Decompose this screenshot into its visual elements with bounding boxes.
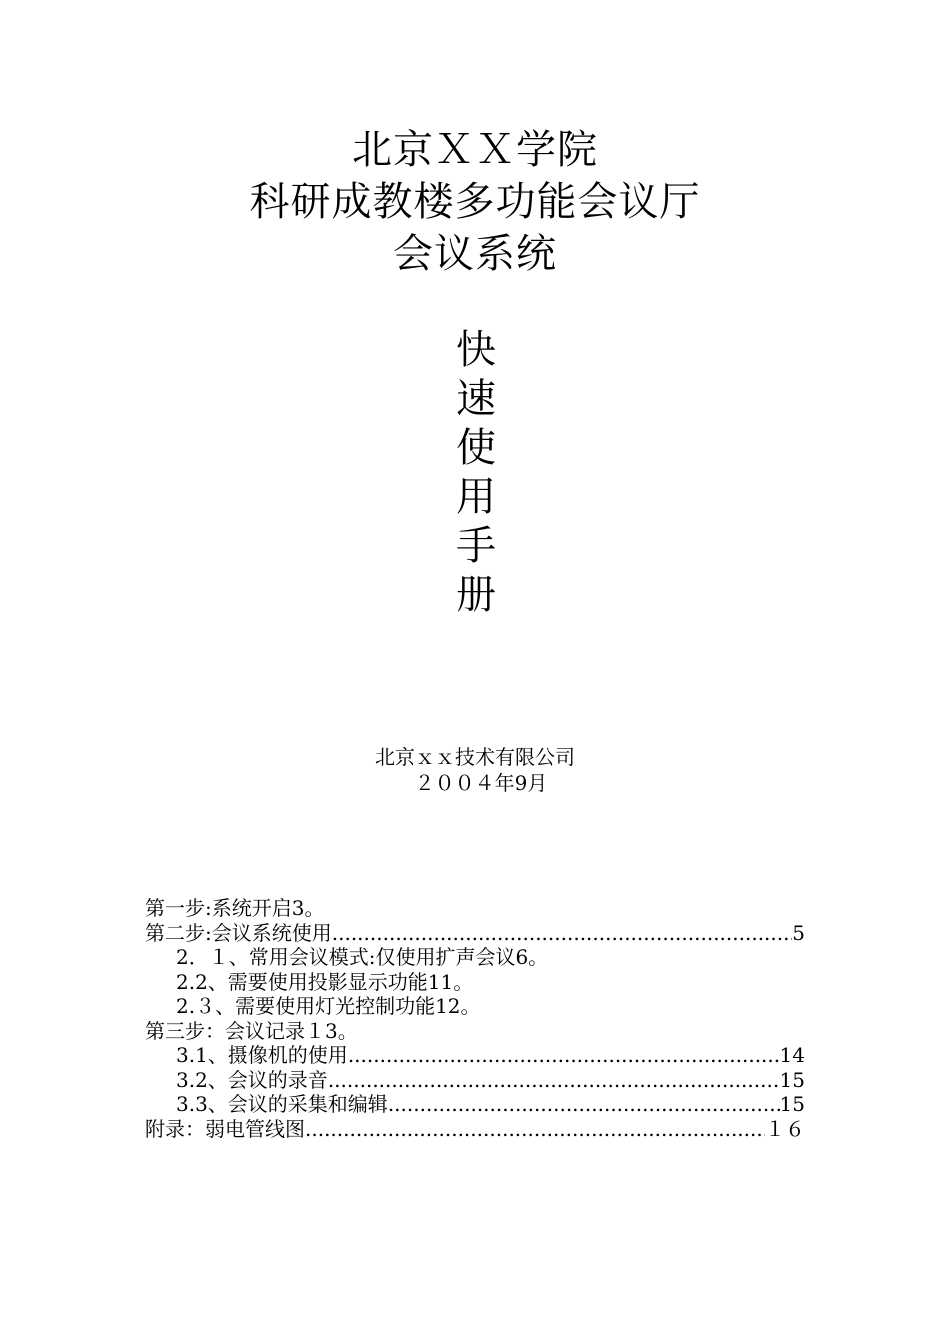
document-title (0, 124, 950, 280)
toc-entry-label: 附录：弱电管线图 (145, 1116, 305, 1141)
toc-dot-leader (305, 1117, 765, 1142)
toc-entry[interactable] (145, 1068, 805, 1093)
manual-title-char: 用 (456, 474, 496, 520)
toc-entry[interactable] (145, 896, 805, 921)
toc-dot-leader (332, 921, 793, 946)
toc-dot-leader (348, 1043, 780, 1068)
toc-entry-page: 14 (779, 1043, 805, 1067)
manual-title-char: 手 (456, 523, 496, 569)
manual-title-char: 册 (456, 572, 496, 618)
toc-entry-label: 3.2、会议的录音 (176, 1067, 328, 1092)
toc-entry-label: 3.3、会议的采集和编辑 (176, 1092, 388, 1116)
toc-entry-label: 2.2、需要使用投影显示功能11。 (176, 969, 474, 994)
company-name: 北京ｘｘ技术有限公司 (375, 745, 575, 769)
toc-entry-page: 15 (779, 1067, 805, 1092)
publish-date: ２００４年9月 (414, 771, 548, 795)
toc-entry-label: 3.1、摄像机的使用 (176, 1043, 348, 1067)
toc-entry[interactable] (145, 945, 805, 970)
toc-entry-page: 15 (779, 1092, 805, 1116)
toc-entry[interactable] (145, 921, 805, 946)
toc-entry[interactable] (145, 1117, 805, 1142)
toc-entry[interactable] (145, 1043, 805, 1068)
title-line-venue: 科研成教楼多功能会议厅 (249, 179, 701, 225)
title-line-institution: 北京ＸＸ学院 (352, 127, 598, 173)
toc-entry-page: １６ (765, 1116, 805, 1141)
manual-title-vertical (0, 326, 950, 620)
publisher-block (0, 744, 950, 796)
toc-entry-label: 2.３、需要使用灯光控制功能12。 (176, 994, 481, 1018)
toc-entry[interactable] (145, 1019, 805, 1044)
toc-entry-label: 第一步:系统开启3。 (145, 896, 325, 920)
toc-entry-label: 第二步:会议系统使用 (145, 920, 332, 945)
toc-dot-leader (328, 1068, 780, 1093)
toc-entry-label: 2．１、常用会议模式:仅使用扩声会议6。 (176, 945, 549, 969)
toc-entry[interactable] (145, 1092, 805, 1117)
manual-title-char: 速 (456, 376, 496, 422)
manual-title-char: 使 (456, 425, 496, 471)
table-of-contents (145, 896, 805, 1141)
toc-entry-page: 5 (792, 920, 805, 945)
title-line-system: 会议系统 (393, 231, 557, 277)
manual-title-char: 快 (456, 327, 496, 373)
toc-entry-label: 第三步：会议记录１3。 (145, 1018, 358, 1043)
toc-entry[interactable] (145, 994, 805, 1019)
toc-dot-leader (388, 1092, 780, 1117)
toc-entry[interactable] (145, 970, 805, 995)
